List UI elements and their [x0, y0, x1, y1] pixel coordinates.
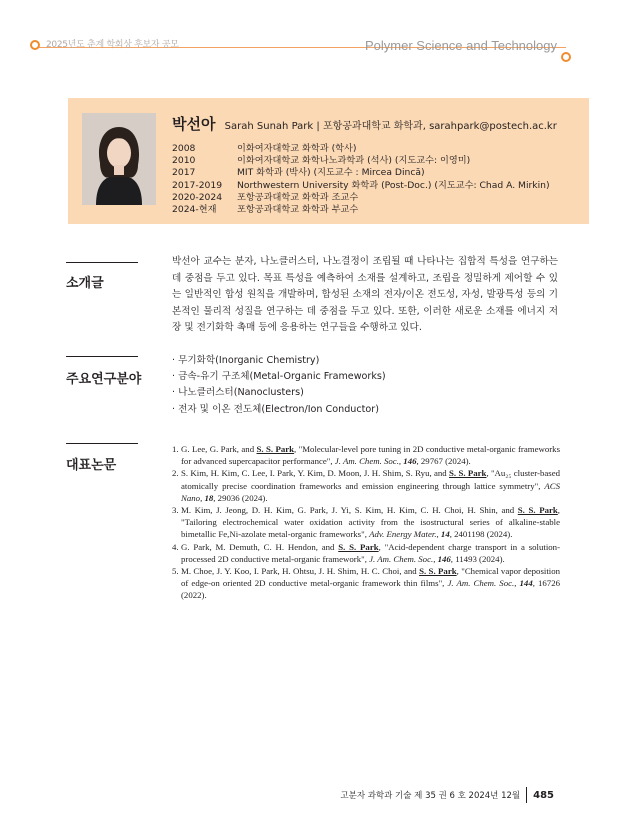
pub-author-highlight: S. S. Park: [517, 505, 558, 516]
publication-item: [172, 504, 560, 541]
footer-journal-info: 고분자 과학과 기술 제 35 권 6 호 2024년 12월: [340, 791, 521, 801]
cv-desc: MIT 화학과 (박사) (지도교수 : Mircea Dincă): [237, 167, 425, 179]
pub-title: , "Acid-dependent charge transport in a solution-processed 2D conductive metal-organic framework",: [181, 541, 560, 564]
pub-rest: , 2401198 (2024).: [449, 529, 513, 540]
research-section-title: 주요연구분야: [66, 372, 142, 387]
cv-list: [172, 143, 550, 216]
research-item: · 금속-유기 구조체(Metal-Organic Frameworks): [172, 371, 386, 383]
publication-item: [172, 467, 560, 504]
pub-rest: , 11493 (2024).: [450, 553, 505, 564]
cv-row: [172, 155, 550, 167]
publication-item: [172, 541, 560, 565]
footer-divider: [526, 787, 527, 803]
pub-rest: , 29767 (2024).: [416, 456, 471, 467]
pub-text: M. Kim, J. Jeong, D. H. Kim, G. Park, J. Yi, S. Kim, H. Kim, C. H. Choi, H. Shin, and S. S. Park, "Tailoring electrochemical water oxidation activity from the isostructural series of alkaline-stable bimetallic Fe,Ni-azolate metal-organic frameworks", Adv. Energy Mater., 14, 2401198 (2024).: [181, 505, 560, 540]
profile-name-line: [172, 113, 557, 134]
affiliation: 포항공과대학교 화학과, sarahpark@postech.ac.kr: [322, 121, 557, 132]
research-item: · 무기화학(Inorganic Chemistry): [172, 355, 320, 366]
name-separator: |: [316, 121, 323, 132]
pub-rest: , 29036 (2024).: [213, 492, 268, 503]
pub-volume: 146: [403, 456, 417, 467]
pubs-section-title: 대표논문: [66, 458, 117, 473]
pub-authors: S. Kim, H. Kim, C. Lee, I. Park, Y. Kim, D. Moon, J. H. Shim, S. Ryu, and: [181, 468, 450, 479]
pub-volume: 14: [440, 529, 450, 540]
page-number: 485: [533, 789, 554, 801]
pub-journal: J. Am. Chem. Soc.: [447, 578, 515, 589]
intro-section-rule: [66, 262, 138, 263]
pub-author-highlight: S. S. Park: [256, 444, 295, 454]
name-korean: 박선아: [172, 115, 216, 133]
pub-text: M. Choe, J. Y. Koo, I. Park, H. Ohtsu, J. H. Shim, H. C. Choi, and S. S. Park, "Chemical vapor deposition of edge-on oriented 2D conductive metal-organic framework thin films", J. Am. Chem. Soc., 144, 16726 (2022).: [181, 566, 561, 601]
pub-text: S. Kim, H. Kim, C. Lee, I. Park, Y. Kim, D. Moon, J. H. Shim, S. Ryu, and S. S. Park, "Au₂₅ cluster-based atomically precise coordination frameworks and emission engineering through lattice symmetry", ACS Nano, 18, 29036 (2024).: [181, 468, 560, 503]
research-item: · 전자 및 이온 전도체(Electron/Ion Conductor): [172, 403, 379, 415]
name-english: Sarah Sunah Park: [224, 121, 314, 132]
pub-rest: , 16726 (2022).: [181, 578, 560, 601]
pub-volume: 144: [519, 578, 533, 589]
pub-author-highlight: S. S. Park: [338, 541, 379, 552]
header-circle-left-icon: [30, 40, 40, 50]
cv-year: 2010: [172, 155, 196, 167]
pub-text: G. Park, M. Demuth, C. H. Hendon, and S. S. Park, "Acid-dependent charge transport in a solution-processed 2D conductive metal-organic framework", J. Am. Chem. Soc., 146, 11493 (2024).: [181, 541, 560, 564]
header-left-text: 2025년도 춘계 학회상 후보자 공모: [46, 40, 179, 50]
page-footer: [340, 787, 554, 803]
pub-journal: Adv. Energy Mater.: [369, 529, 437, 540]
research-list: [172, 353, 386, 418]
pub-author-highlight: S. S. Park: [419, 566, 457, 577]
cv-row: [172, 180, 550, 192]
cv-desc: Northwestern University 화학과 (Post-Doc.) (지도교수: Chad A. Mirkin): [237, 179, 550, 191]
pub-title: , "Tailoring electrochemical water oxidation activity from the isostructural series of alkaline-stable bimetallic Fe,Ni-azolate metal-organic frameworks",: [181, 505, 560, 540]
research-section-rule: [66, 356, 138, 357]
pubs-section-rule: [66, 443, 138, 444]
header-journal-title: Polymer Science and Technology: [365, 38, 557, 53]
profile-photo: [82, 113, 156, 205]
pub-authors: M. Choe, J. Y. Koo, I. Park, H. Ohtsu, J. H. Shim, H. C. Choi, and: [181, 566, 420, 577]
research-item: · 나노클러스터(Nanoclusters): [172, 387, 304, 399]
cv-desc: 이화여자대학교 화학과 (학사): [237, 143, 357, 154]
pub-number: 1.: [172, 444, 179, 454]
cv-row: [172, 167, 550, 179]
cv-desc: 이화여자대학교 화학나노과학과 (석사) (지도교수: 이영미): [237, 155, 471, 167]
pub-volume: 18: [204, 492, 214, 503]
publication-list: [172, 443, 560, 602]
pub-number: 2.: [172, 468, 179, 479]
pub-title: , "Au₂₅ cluster-based atomically precise coordination frameworks and emission engineering through lattice symmetry",: [181, 468, 560, 491]
cv-year: 2008: [172, 143, 196, 154]
pub-author-highlight: S. S. Park: [449, 468, 487, 479]
pub-number: 4.: [172, 541, 179, 552]
publication-item: [172, 443, 560, 467]
cv-row: [172, 192, 550, 204]
pub-journal: ACS Nano: [181, 480, 560, 503]
cv-row: [172, 143, 550, 155]
pub-journal: J. Am. Chem. Soc.: [334, 456, 399, 467]
pub-volume: 146: [437, 553, 451, 564]
pub-authors: M. Kim, J. Jeong, D. H. Kim, G. Park, J. Yi, S. Kim, H. Kim, C. H. Choi, H. Shin, and: [181, 505, 518, 516]
cv-year: 2017-2019: [172, 179, 223, 191]
pub-title: , "Chemical vapor deposition of edge-on oriented 2D conductive metal-organic framework thin films",: [181, 566, 561, 589]
pub-number: 3.: [172, 505, 179, 516]
pub-journal: J. Am. Chem. Soc.: [369, 553, 434, 564]
cv-year: 2017: [172, 167, 196, 179]
pub-authors: G. Park, M. Demuth, C. H. Hendon, and: [181, 541, 339, 552]
pub-text: G. Lee, G. Park, and S. S. Park, "Molecular-level pore tuning in 2D conductive metal-organic frameworks for advanced supercapacitor performance", J. Am. Chem. Soc., 146, 29767 (2024).: [181, 444, 560, 467]
cv-desc: 포항공과대학교 화학과 조교수: [237, 191, 359, 203]
publication-item: [172, 565, 560, 602]
pub-title: , "Molecular-level pore tuning in 2D conductive metal-organic frameworks for advanced supercapacitor performance",: [181, 444, 560, 467]
intro-paragraph: 박선아 교수는 분자, 나노클러스터, 나노결정이 조립될 때 나타나는 집합적 특성을 연구하는 데 중점을 두고 있다. 목표 특성을 예측하여 소재를 설계하고, 조립을 정밀하게 제어할 수 있는 일반적인 합성 원칙을 개발하며, 합성된 소재의 전자/이온 전도성, 자성, 발광특성 등의 기본적인 물리적 성질을 연구하는 데 중점을 두고 있다. 또한, 이러한 새로운 소재를 에너지 저장 및 전기화학 촉매 등에 응용하는 연구들을 수행하고 있다.: [172, 256, 558, 334]
cv-year: 2024-현재: [172, 204, 217, 216]
pub-authors: G. Lee, G. Park, and: [181, 444, 257, 454]
cv-desc: 포항공과대학교 화학과 부교수: [237, 204, 359, 216]
header-circle-right-icon: [561, 52, 571, 62]
cv-year: 2020-2024: [172, 191, 223, 203]
pub-number: 5.: [172, 566, 179, 577]
intro-section-title: 소개글: [66, 276, 104, 291]
cv-row: [172, 204, 550, 216]
